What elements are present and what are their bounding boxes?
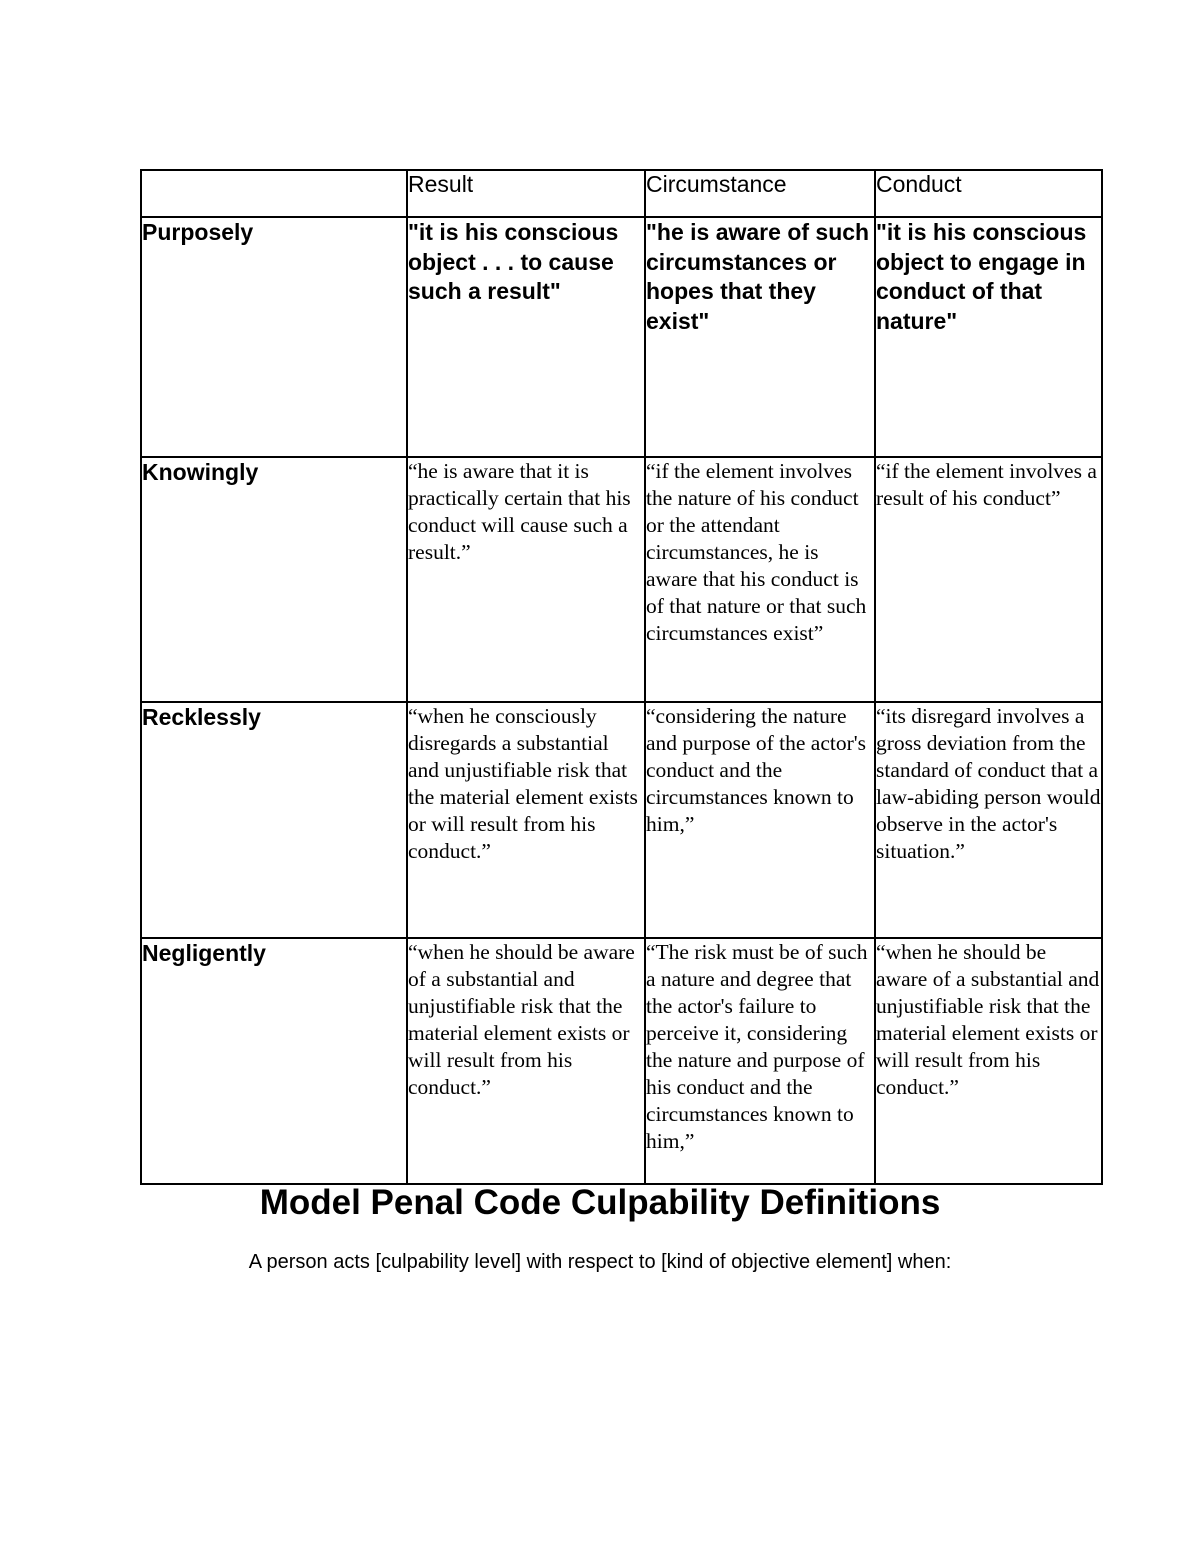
recklessly-circumstance-cell: “considering the nature and purpose of the actor's conduct and the circumstances known to him,” <box>645 702 875 938</box>
table-header-row <box>141 170 1102 217</box>
row-label-purposely: Purposely <box>141 217 407 457</box>
header-circumstance: Circumstance <box>645 170 875 217</box>
knowingly-result-cell: “he is aware that it is practically certain that his conduct will cause such a result.” <box>407 457 645 702</box>
table-row-recklessly <box>141 702 1102 938</box>
row-label-knowingly: Knowingly <box>141 457 407 702</box>
header-result: Result <box>407 170 645 217</box>
row-label-negligently: Negligently <box>141 938 407 1184</box>
table-row-negligently <box>141 938 1102 1184</box>
negligently-conduct-cell: “when he should be aware of a substantial and unjustifiable risk that the material element exists or will result from his conduct.” <box>875 938 1102 1184</box>
negligently-result-cell: “when he should be aware of a substantial and unjustifiable risk that the material element exists or will result from his conduct.” <box>407 938 645 1184</box>
knowingly-conduct-cell: “if the element involves a result of his conduct” <box>875 457 1102 702</box>
culpability-table <box>140 169 1103 1185</box>
purposely-circumstance-cell: "he is aware of such circumstances or hopes that they exist" <box>645 217 875 457</box>
document-subtitle: A person acts [culpability level] with respect to [kind of objective element] when: <box>248 1251 952 1273</box>
table-row-knowingly <box>141 457 1102 702</box>
purposely-result-cell: "it is his conscious object . . . to cause such a result" <box>407 217 645 457</box>
recklessly-result-cell: “when he consciously disregards a substantial and unjustifiable risk that the material element exists or will result from his conduct.” <box>407 702 645 938</box>
document-title: Model Penal Code Culpability Definitions <box>259 1183 941 1222</box>
header-conduct: Conduct <box>875 170 1102 217</box>
purposely-conduct-cell: "it is his conscious object to engage in conduct of that nature" <box>875 217 1102 457</box>
table-row-purposely <box>141 217 1102 457</box>
row-label-recklessly: Recklessly <box>141 702 407 938</box>
header-empty-cell <box>141 170 407 217</box>
negligently-circumstance-cell: “The risk must be of such a nature and degree that the actor's failure to perceive it, considering the nature and purpose of his conduct and the circumstances known to him,” <box>645 938 875 1184</box>
recklessly-conduct-cell: “its disregard involves a gross deviation from the standard of conduct that a law-abiding person would observe in the actor's situation.” <box>875 702 1102 938</box>
knowingly-circumstance-cell: “if the element involves the nature of his conduct or the attendant circumstances, he is aware that his conduct is of that nature or that such circumstances exist” <box>645 457 875 702</box>
